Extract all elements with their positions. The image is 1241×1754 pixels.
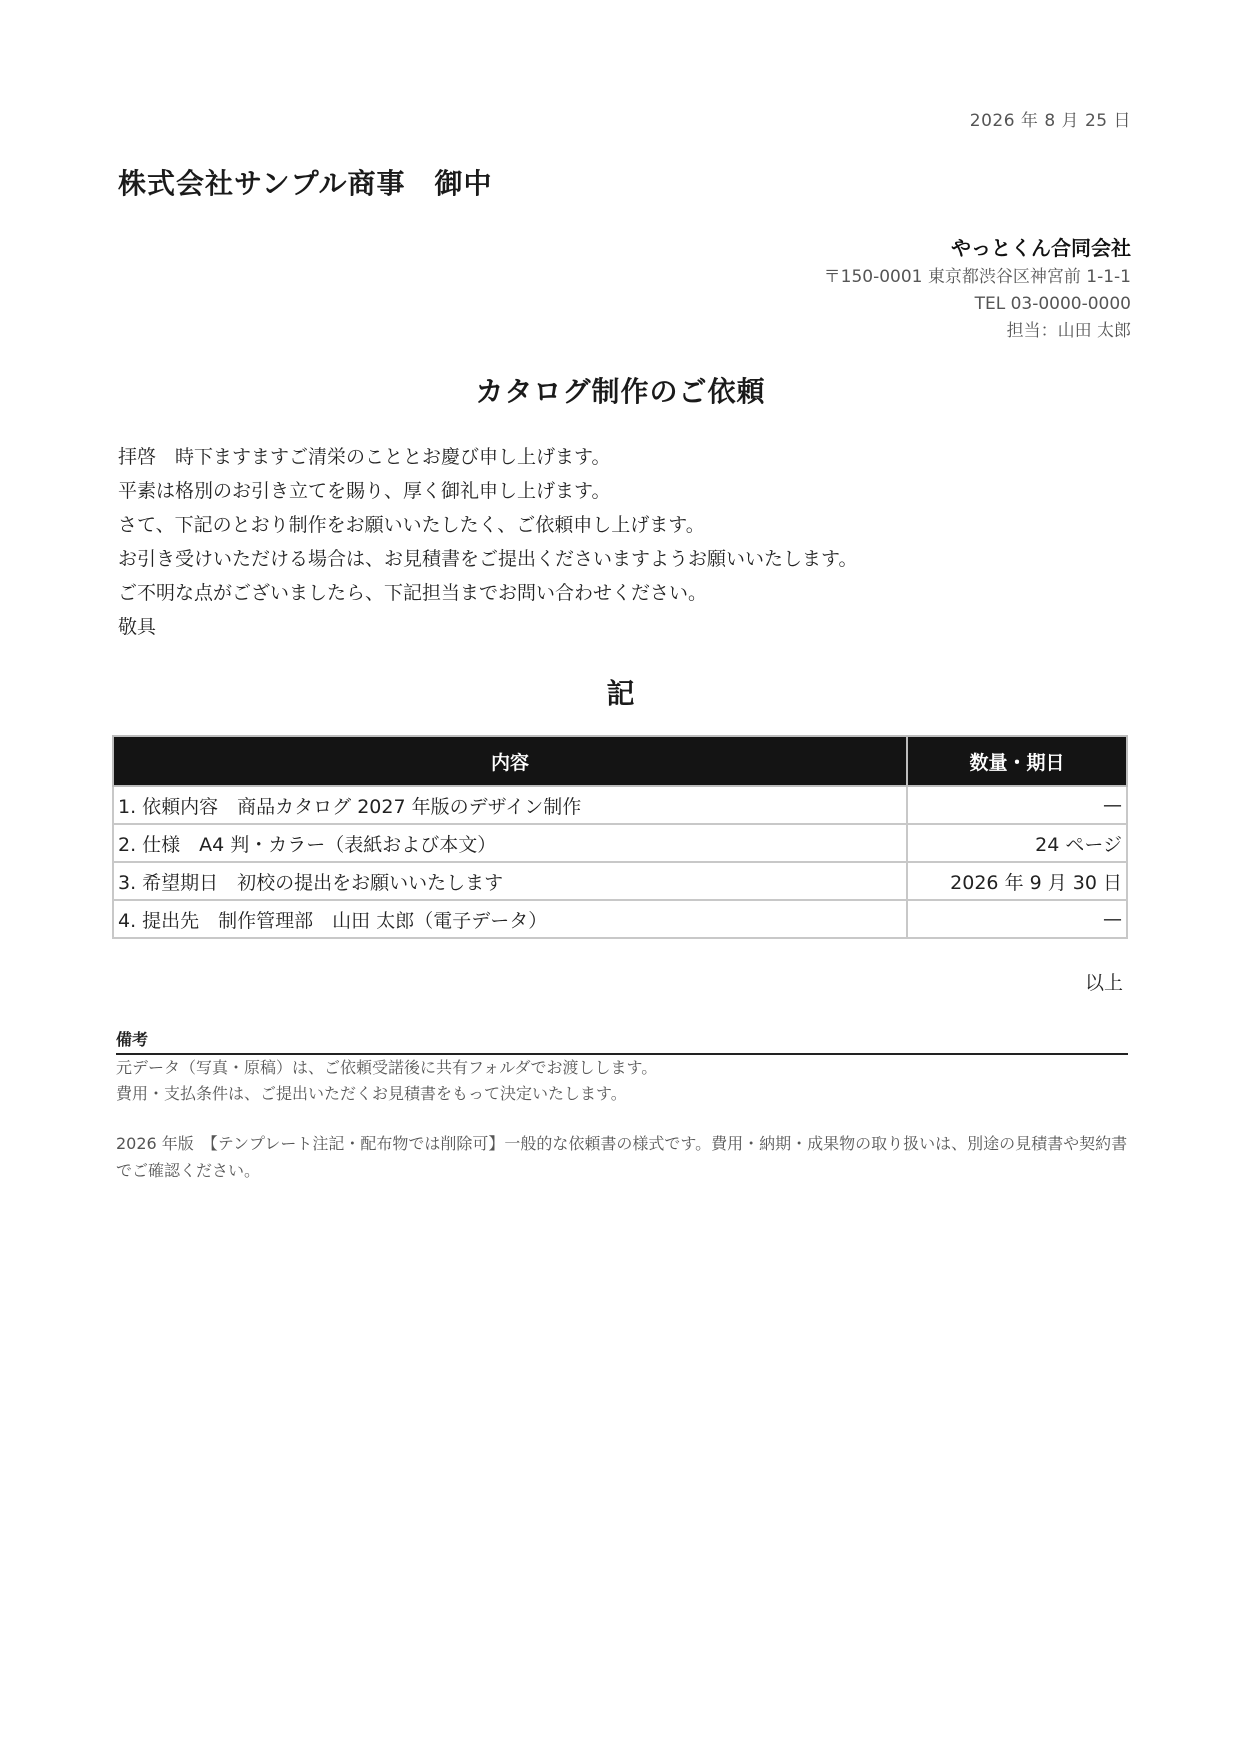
row-content: 2. 仕様 A4 判・カラー（表紙および本文） bbox=[113, 824, 907, 862]
body-line: 拝啓 時下ますますご清栄のこととお慶び申し上げます。 bbox=[118, 446, 611, 468]
template-footnote: 2026 年版 【テンプレート注記・配布物では削除可】一般的な依頼書の様式です。費用・納期・成果物の取り扱いは、別途の見積書や契約書でご確認ください。 bbox=[116, 1134, 1128, 1180]
row-content: 4. 提出先 制作管理部 山田 太郎（電子データ） bbox=[113, 900, 907, 938]
document-date: 2026 年 8 月 25 日 bbox=[969, 111, 1131, 131]
table-header-row bbox=[113, 736, 1127, 786]
row-value: — bbox=[907, 786, 1127, 824]
table-row bbox=[113, 862, 1127, 900]
body-closing-keigu: 敬具 bbox=[118, 616, 157, 638]
sender-block bbox=[824, 232, 1131, 345]
recipient-name: 株式会社サンプル商事 御中 bbox=[118, 167, 493, 200]
header-content: 内容 bbox=[113, 736, 907, 786]
letter-body bbox=[118, 440, 1118, 644]
body-line: お引き受けいただける場合は、お見積書をご提出くださいますようお願いいたします。 bbox=[118, 548, 858, 570]
row-content: 3. 希望期日 初校の提出をお願いいたします bbox=[113, 862, 907, 900]
remarks-block bbox=[116, 1055, 657, 1107]
sender-contact: 担当：山田 太郎 bbox=[1006, 321, 1131, 341]
ki-heading: 記 bbox=[606, 677, 635, 710]
request-items-table bbox=[112, 735, 1128, 939]
body-line: 平素は格別のお引き立てを賜り、厚く御礼申し上げます。 bbox=[118, 480, 611, 502]
header-quantity-date: 数量・期日 bbox=[907, 736, 1127, 786]
row-content: 1. 依頼内容 商品カタログ 2027 年版のデザイン制作 bbox=[113, 786, 907, 824]
body-line: さて、下記のとおり制作をお願いいたしたく、ご依頼申し上げます。 bbox=[118, 514, 705, 536]
remarks-line: 元データ（写真・原稿）は、ご依頼受諾後に共有フォルダでお渡しします。 bbox=[116, 1058, 658, 1077]
sender-tel: TEL 03-0000-0000 bbox=[974, 294, 1131, 314]
row-value: — bbox=[907, 900, 1127, 938]
body-line: ご不明な点がございましたら、下記担当までお問い合わせください。 bbox=[118, 582, 708, 604]
sender-company: やっとくん合同会社 bbox=[951, 236, 1131, 260]
remarks-line: 費用・支払条件は、ご提出いただくお見積書をもって決定いたします。 bbox=[116, 1084, 627, 1103]
row-value: 24 ページ bbox=[907, 824, 1127, 862]
sender-address: 〒150-0001 東京都渋谷区神宮前 1-1-1 bbox=[823, 267, 1131, 287]
document-title: カタログ制作のご依頼 bbox=[475, 375, 766, 408]
closing-ijo: 以上 bbox=[1084, 972, 1123, 994]
remarks-label: 備考 bbox=[116, 1030, 149, 1049]
table-row bbox=[113, 786, 1127, 824]
table-row bbox=[113, 900, 1127, 938]
row-value: 2026 年 9 月 30 日 bbox=[907, 862, 1127, 900]
table-row bbox=[113, 824, 1127, 862]
